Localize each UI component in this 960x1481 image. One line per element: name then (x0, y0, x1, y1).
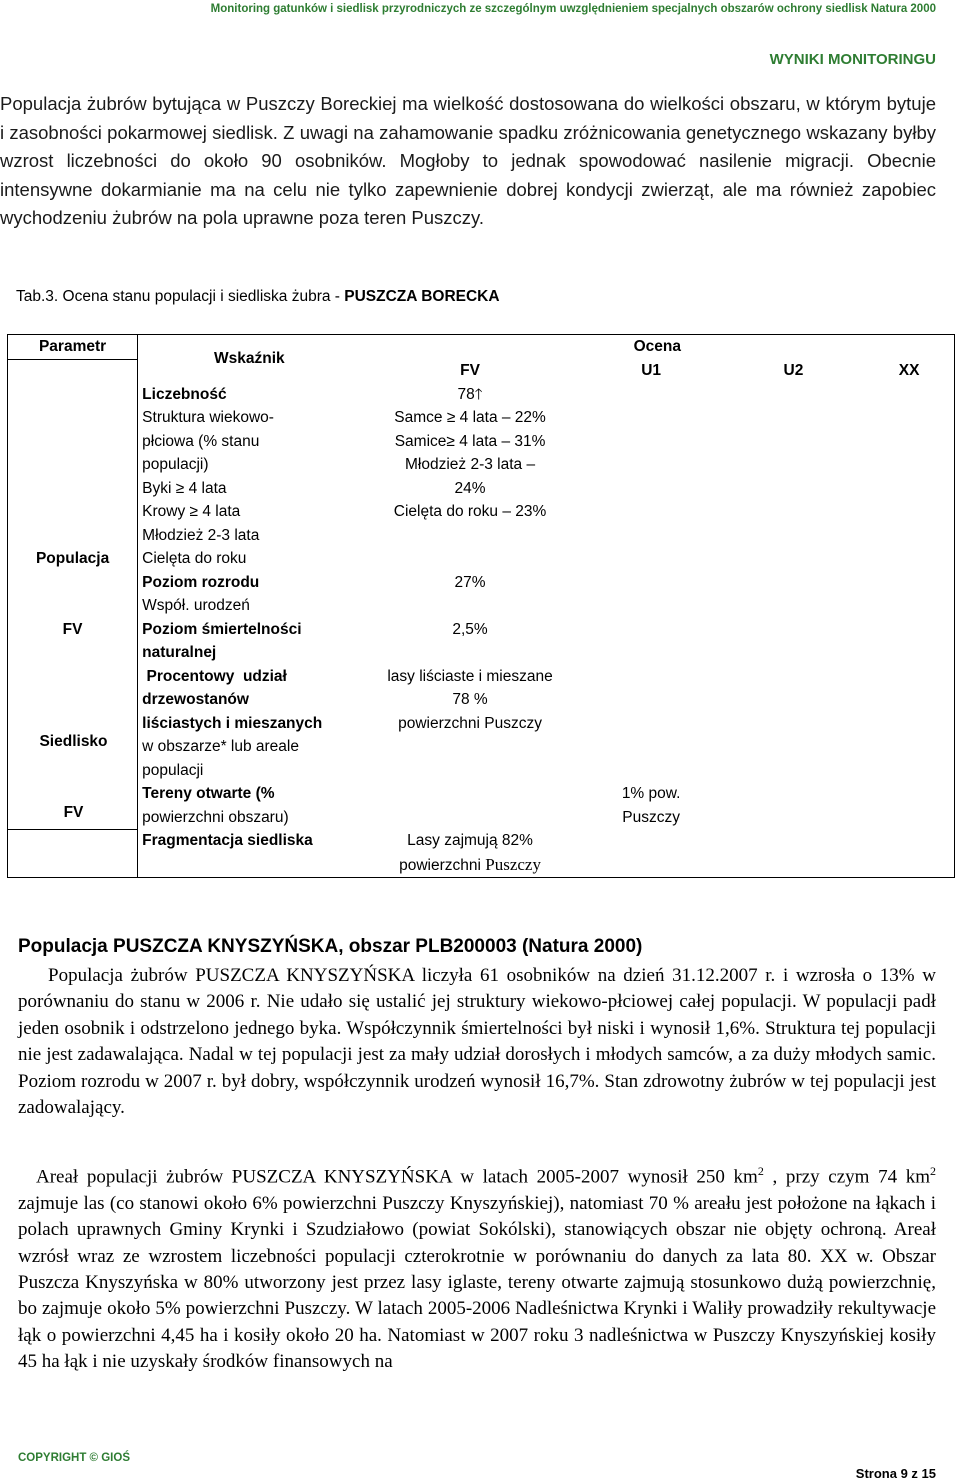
p3-part-b: , przy czym 74 km (763, 1166, 931, 1188)
rozrod-label: Poziom rozrodu (142, 573, 260, 591)
drzew-label-line: populacji (142, 761, 204, 779)
header-parametr: Parametr (8, 335, 138, 360)
knyszynska-paragraph-2 (18, 1158, 936, 1376)
caption-prefix: Tab.3. Ocena stanu populacji i siedliska żubra - (16, 288, 345, 305)
struktura-line: Młodzież 2-3 lata (142, 526, 260, 544)
struktura-line: Cielęta do roku (142, 550, 247, 567)
struktura-value-line: 24% (454, 479, 486, 497)
p3-part-c: zajmuje las (co stanowi około 6% powierzchni Puszczy Knyszyńskiej), natomiast 70 % areału jest położone na łąkach i polach uprawnych Gminy Krynki i Szudziałowo (powiat Sokólski), stanowiących obszar nie objęty ochroną. Areał wzrósł wraz ze wzrostem liczebności populacji czterokrotnie w porównaniu do danych za lata 80. XX w. Obszar Puszcza Knyszyńska w 80% utworzony jest przez lasy iglaste, tereny otwarte zajmują stosunkowo dużą powierzchnię, bo zajmuje około 5% powierzchni Puszczy. W latach 2005-2006 Nadleśnictwa Krynki i Waliły prowadziły rekultywacje łąk o powierzchni 4,45 ha i kosiły około 20 ha. Natomiast w 2007 roku 3 nadleśnictwa w Puszczy Knyszyńskiej kosiły 45 ha łąk i nie uzyskały środków finansowych na (18, 1192, 936, 1373)
drzew-label-line: Procentowy udział (142, 667, 287, 685)
group-populacja-label: Populacja (35, 550, 110, 567)
row-liczebnosc-label: Liczebność (142, 385, 227, 403)
page-number: Strona 9 z 15 (855, 1466, 936, 1481)
smiert-label-line: Poziom śmiertelności (142, 620, 302, 638)
struktura-line: Struktura wiekowo- (142, 409, 274, 426)
row-fragmentacja-value (361, 829, 580, 878)
struktura-line: płciowa (% stanu (142, 432, 260, 450)
drzew-value-line: 78 % (452, 691, 488, 708)
struktura-line: Krowy ≥ 4 lata (142, 503, 241, 520)
group-populacja-grade: FV (62, 620, 83, 638)
struktura-line: populacji) (142, 456, 209, 473)
struktura-value-line: Cielęta do roku – 23% (393, 503, 547, 520)
assessment-table (7, 334, 955, 878)
arrow-up-icon: 🡑 (474, 385, 483, 403)
p3-part-a: Areał populacji żubrów PUSZCZA KNYSZYŃSKA w latach 2005-2007 wynosił 250 km (36, 1166, 758, 1188)
struktura-value-line: Młodzież 2-3 lata – (405, 456, 536, 473)
group-siedlisko (8, 730, 139, 824)
header-wskaznik: Wskaźnik (138, 335, 361, 383)
header-ocena: Ocena (361, 335, 955, 360)
header-fv: FV (460, 362, 480, 379)
p3-sup: 2 (757, 1164, 764, 1178)
frag-value-line: Lasy zajmują 82% (407, 832, 533, 849)
frag-value-line-2 (365, 853, 576, 878)
frag-value-part: powierzchni (399, 856, 486, 874)
caption-bold: PUSZCZA BORECKA (344, 288, 500, 305)
frag-value-part: Puszczy (485, 854, 541, 874)
tereny-label-line: Tereny otwarte (% (142, 785, 275, 802)
drzew-label-line: drzewostanów (142, 691, 249, 708)
group-siedlisko-grade: FV (63, 803, 84, 821)
drzew-label-line: liściastych i mieszanych (142, 714, 323, 732)
header-u2: U2 (783, 362, 804, 379)
row-fragmentacja-label: Fragmentacja siedliska (138, 829, 361, 878)
tereny-u1-line: Puszczy (622, 808, 680, 826)
intro-paragraph: Populacja żubrów bytująca w Puszczy Boreckiej ma wielkość dostosowana do wielkości obszaru, w którym bytuje i zasobności pokarmowej siedlisk. Z uwagi na zahamowanie spadku zróżnicowania genetycznego wskazany byłby wzrost liczebności do około 90 osobników. Mogłoby to jednak spowodować nasilenie migracji. Obecnie intensywne dokarmianie ma na celu nie tylko zapewnienie dobrej kondycji zwierząt, ale ma również zapobiec wychodzeniu żubrów na pola uprawne poza teren Puszczy. (0, 93, 936, 228)
struktura-line: Byki ≥ 4 lata (142, 479, 227, 497)
row-drzewostany-value (361, 665, 580, 783)
knyszynska-paragraph-1: Populacja żubrów PUSZCZA KNYSZYŃSKA liczyła 61 osobników na dzień 31.12.2007 r. i wzrosła o 13% w porównaniu do stanu w 2006 r. Nie udało się ustalić jej struktury wiekowo-płciowej całej populacji. W populacji padł jeden osobnik i odstrzelono jednego byka. Współczynnik śmiertelności był niski i wynosił 1,6%. Struktura tej populacji nie jest zadawalająca. Nadal w tej populacji jest za mały udział dorosłych i młodych samców, a za duży młodych samic. Poziom rozrodu w 2007 r. był dobry, współczynnik urodzeń wynosił 16,7%. Stan zdrowotny żubrów w tej populacji jest zadowalający. (18, 965, 936, 1119)
p3-sup: 2 (930, 1164, 937, 1178)
liczebnosc-number: 78 (457, 385, 475, 403)
group-siedlisko-label: Siedlisko (39, 733, 108, 750)
row-rozrod-value: 27% (454, 573, 486, 591)
drzew-label-line: w obszarze* lub areale (142, 738, 299, 755)
smiert-label-line: naturalnej (142, 644, 217, 661)
row-smiertelnosc-value: 2,5% (452, 620, 488, 638)
tereny-u1-line: 1% pow. (621, 785, 681, 802)
row-struktura-value (361, 406, 580, 571)
section-header: WYNIKI MONITORINGU (769, 51, 936, 68)
row-rozrod-label (138, 571, 361, 618)
header-u1: U1 (641, 362, 662, 379)
row-smiertelnosc-label (138, 618, 361, 665)
struktura-value-line: Samice≥ 4 lata – 31% (394, 432, 546, 450)
row-struktura-label (138, 406, 361, 571)
row-liczebnosc-value (361, 383, 580, 407)
section2-title: Populacja PUSZCZA KNYSZYŃSKA, obszar PLB200003 (Natura 2000) (18, 936, 643, 957)
row-tereny-u1 (580, 782, 723, 829)
struktura-value-line: Samce ≥ 4 lata – 22% (394, 409, 546, 426)
row-drzewostany-label (138, 665, 361, 783)
drzew-value-line: lasy liściaste i mieszane (387, 667, 553, 685)
tereny-label-line: powierzchni obszaru) (142, 808, 289, 826)
running-header: Monitoring gatunków i siedlisk przyrodniczych ze szczególnym uwzględnieniem specjalnych obszarów ochrony siedlisk Natura 2000 (210, 3, 936, 15)
copyright: COPYRIGHT © GIOŚ (18, 1452, 130, 1464)
table-caption (16, 288, 500, 306)
drzew-value-line: powierzchni Puszczy (398, 714, 542, 732)
header-xx: XX (864, 359, 954, 383)
rozrod-sub: Współ. urodzeń (142, 597, 250, 614)
row-tereny-label (138, 782, 361, 829)
